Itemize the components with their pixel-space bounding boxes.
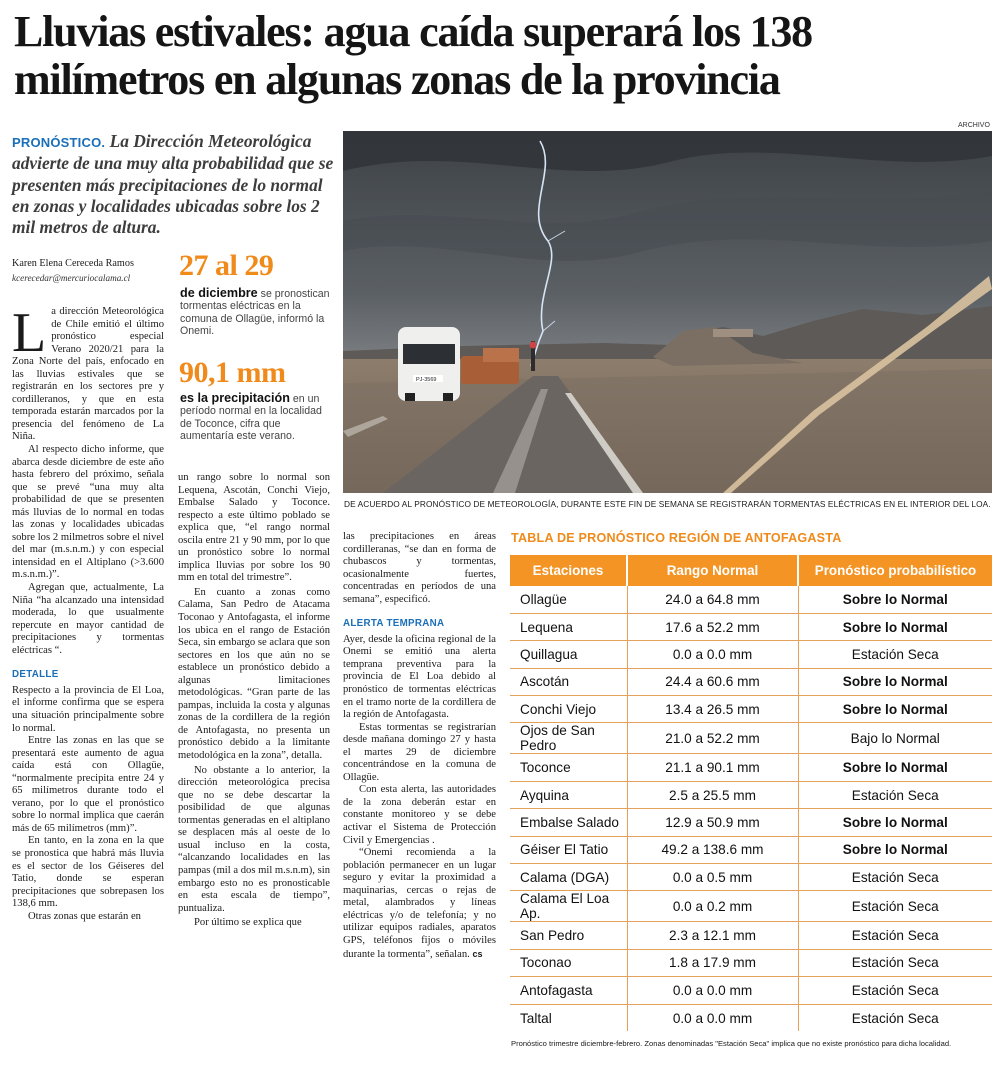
station-cell: Conchi Viejo <box>510 696 627 723</box>
range-cell: 1.8 a 17.9 mm <box>627 949 798 976</box>
station-cell: Quillagua <box>510 641 627 668</box>
fact-body: se pronostican tormentas eléctricas en la comuna de Ollagüe, informó la Onemi. <box>180 288 330 338</box>
forecast-cell: Estación Seca <box>798 1004 992 1031</box>
range-cell: 0.0 a 0.5 mm <box>627 864 798 891</box>
range-cell: 21.1 a 90.1 mm <box>627 754 798 781</box>
body-paragraph: En tanto, en la zona en la que se pronostica que habrá más lluvia es el sector de los Géiseres del Tatio, donde se esperan precipitaciones que sobrepasen los 138,6 mm. <box>12 835 164 910</box>
table-row <box>510 586 992 613</box>
body-paragraph <box>343 847 496 961</box>
body-paragraph: Entre las zonas en las que se presentará este aumento de agua caída está con Ollagüe, “normalmente precipita entre 24 y 65 milímetros durante todo el verano, por lo que el pronóstico sobre lo normal implica que caerán más de 65 milímetros (mm)”. <box>12 735 164 834</box>
headline-line-1: Lluvias estivales: agua caída superará los 138 <box>14 7 812 56</box>
forecast-cell: Estación Seca <box>798 977 992 1004</box>
range-cell: 0.0 a 0.0 mm <box>627 977 798 1004</box>
table-note: Pronóstico trimestre diciembre-febrero. Zonas denominadas "Estación Seca" implica que no existe pronóstico para dicha localidad. <box>511 1039 952 1048</box>
station-cell: Géiser El Tatio <box>510 836 627 863</box>
photo-caption: DE ACUERDO AL PRONÓSTICO DE METEOROLOGÍA, DURANTE ESTE FIN DE SEMANA SE REGISTRARÁN TORMENTAS ELÉCTRICAS EN EL INTERIOR DEL LOA. <box>344 499 991 509</box>
station-cell: Embalse Salado <box>510 809 627 836</box>
header-forecast: Pronóstico probabilístico <box>798 555 992 586</box>
table-row <box>510 949 992 976</box>
body-paragraph: No obstante a lo anterior, la dirección meteorológica precisa que no se debe descartar la posibilidad de que algunas tormentas generadas en el altiplano se desplacen más al oeste de lo usual incluso en la costa, “alcanzando localidades en las pampas (mil a dos mil m.s.n.m), sin embargo esto no es pronosticable en esta escala de tiempo”, puntualiza. <box>178 764 330 914</box>
forecast-cell: Bajo lo Normal <box>798 723 992 754</box>
table-header-row <box>510 555 992 586</box>
body-paragraph: Ayer, desde la oficina regional de la Onemi se emitió una alerta temprana preventiva para la provincia de El Loa debido al pronóstico de tormentas eléctricas en el tramo norte de la cordillera de la región de Antofagasta. <box>343 633 496 721</box>
fact-strong: es la precipitación <box>180 391 290 405</box>
station-cell: Toconce <box>510 754 627 781</box>
station-cell: Ayquina <box>510 781 627 808</box>
subhead-alerta: ALERTA TEMPRANA <box>343 618 445 630</box>
table-row <box>510 754 992 781</box>
forecast-cell: Estación Seca <box>798 641 992 668</box>
station-cell: Antofagasta <box>510 977 627 1004</box>
station-cell: Calama (DGA) <box>510 864 627 891</box>
forecast-cell: Estación Seca <box>798 949 992 976</box>
table-row <box>510 922 992 949</box>
headline <box>14 8 989 104</box>
fact-text-precip <box>180 392 330 443</box>
body-paragraph: Agregan que, actualmente, La Niña “ha alcanzado una intensidad moderada, lo que usualmente repercute en mayor cantidad de precipitaciones y tormentas eléctricas “. <box>12 582 164 656</box>
table-row <box>510 977 992 1004</box>
storm-road-photo <box>343 131 992 493</box>
range-cell: 21.0 a 52.2 mm <box>627 723 798 754</box>
forecast-cell: Sobre lo Normal <box>798 613 992 640</box>
lead-paragraph <box>12 131 340 238</box>
station-cell: Calama El Loa Ap. <box>510 891 627 922</box>
forecast-cell: Sobre lo Normal <box>798 586 992 613</box>
lead-text: La Dirección Meteorológica advierte de una muy alta probabilidad que se presenten más precipitaciones de lo normal en zonas y localidades ubicadas sobre los 2 mil metros de altura. <box>12 131 334 238</box>
fact-text-dates <box>180 287 330 338</box>
body-paragraph: las precipitaciones en áreas cordilleranas, “se dan en forma de chubascos y tormentas, ocasionalmente fuertes, concentradas en períodos de una semana”, especificó. <box>343 531 496 605</box>
forecast-cell: Sobre lo Normal <box>798 754 992 781</box>
station-cell: Ascotán <box>510 668 627 695</box>
range-cell: 2.5 a 25.5 mm <box>627 781 798 808</box>
body-paragraph: Estas tormentas se registrarían desde mañana domingo 27 y hasta el martes 29 de diciembre concentrándose en la comuna de Ollagüe. <box>343 721 496 783</box>
quote-text: “Onemi recomienda a la población permanecer en un lugar seguro y evitar la proximidad a maquinarias, cercas o rejas de metal, alambrados y líneas eléctricas y/o de telefonía; y no utilizar equipos radiales, aparatos GPS, teléfonos fijos o móviles durante la tormenta”, señalan. <box>343 847 496 960</box>
table-row <box>510 836 992 863</box>
table-row <box>510 723 992 754</box>
forecast-cell: Sobre lo Normal <box>798 668 992 695</box>
body-paragraph: Respecto a la provincia de El Loa, el informe confirma que se espera una situación principalmente sobre lo normal. <box>12 684 164 734</box>
range-cell: 0.0 a 0.2 mm <box>627 891 798 922</box>
range-cell: 24.0 a 64.8 mm <box>627 586 798 613</box>
news-photo <box>343 131 992 493</box>
fact-number-precip: 90,1 mm <box>179 356 286 389</box>
body-paragraph: Por último se explica que <box>194 917 302 929</box>
table-row <box>510 696 992 723</box>
table-row <box>510 781 992 808</box>
body-column-2 <box>178 472 330 930</box>
range-cell: 2.3 a 12.1 mm <box>627 922 798 949</box>
body-intro: a dirección Meteorológica de Chile emitió el último pronóstico especial Verano 2020/21 para la Zona Norte del país, enfocado en las lluvias estivales que se registrarán en los sectores pre y cordilleranos, y que en esta temporada estarán marcados por la presencia del fenómeno de La Niña. <box>12 306 164 443</box>
range-cell: 24.4 a 60.6 mm <box>627 668 798 695</box>
forecast-cell: Sobre lo Normal <box>798 696 992 723</box>
subhead-detalle: DETALLE <box>12 669 59 681</box>
photo-credit: ARCHIVO <box>958 122 990 129</box>
table-row <box>510 613 992 640</box>
station-cell: Toconao <box>510 949 627 976</box>
fact-strong: de diciembre <box>180 286 258 300</box>
header-range: Rango Normal <box>627 555 798 586</box>
table-row <box>510 809 992 836</box>
forecast-cell: Estación Seca <box>798 922 992 949</box>
station-cell: Taltal <box>520 1010 552 1026</box>
body-paragraph: un rango sobre lo normal son Lequena, Ascotán, Conchi Viejo, Embalse Salado y Toconce. respecto a este último poblado se explica que, “el rango normal oscila entre 21 y 90 mm, por lo que un pronóstico sobre lo normal implica lluvias por sobre los 90 mm en total del trimestre”. <box>178 472 330 584</box>
drop-cap: L <box>12 302 47 364</box>
body-paragraph: Otras zonas que estarán en <box>28 910 141 922</box>
author-email[interactable]: kcerecedar@mercuriocalama.cl <box>12 273 131 283</box>
range-cell: 12.9 a 50.9 mm <box>627 809 798 836</box>
end-mark: cs <box>472 948 483 959</box>
fact-number-dates: 27 al 29 <box>179 249 274 282</box>
table-row <box>510 891 992 922</box>
range-cell: 0.0 a 0.0 mm <box>627 1004 798 1031</box>
author-name: Karen Elena Cereceda Ramos <box>12 258 134 269</box>
lead-kicker: PRONÓSTICO. <box>12 135 106 150</box>
body-paragraph: En cuanto a zonas como Calama, San Pedro de Atacama Toconao y Antofagasta, el informe los ubica en el rango de Estación Seca, sin embargo se aclara que son sectores en los que aún no se establece un pronóstico debido a algunas limitaciones metodológicas. “Gran parte de las pampas, incluida la costa y algunas zonas de la cordillera de la región de Antofagasta, no presenta un pronóstico debido a la limitante metodológica en la zona”, detalla. <box>178 586 330 762</box>
forecast-cell: Sobre lo Normal <box>798 836 992 863</box>
body-paragraph: Al respecto dicho informe, que abarca desde diciembre de este año hasta febrero del próximo, señala que se prevé “una muy alta probabilidad de que se presenten más lluvias de lo normal en todas las zonas y localidades ubicadas sobre los 2 milmetros sobre el nivel del mar (m.s.n.m.) y con especial intensidad en el Altiplano (>3.600 m.s.n.m.)”. <box>12 444 164 581</box>
forecast-cell: Estación Seca <box>798 781 992 808</box>
range-cell: 13.4 a 26.5 mm <box>627 696 798 723</box>
forecast-cell: Estación Seca <box>798 891 992 922</box>
range-cell: 49.2 a 138.6 mm <box>627 836 798 863</box>
forecast-cell: Estación Seca <box>798 864 992 891</box>
body-paragraph: Con esta alerta, las autoridades de la zona deberán estar en constante monitoreo y se debe activar el Sistema de Protección Civil y Emergencias . <box>343 784 496 846</box>
table-row <box>510 668 992 695</box>
table-row <box>510 641 992 668</box>
table-row <box>510 1004 992 1031</box>
table-row <box>510 864 992 891</box>
range-cell: 0.0 a 0.0 mm <box>627 641 798 668</box>
table-title: TABLA DE PRONÓSTICO REGIÓN DE ANTOFAGASTA <box>511 531 842 545</box>
station-cell: Lequena <box>510 613 627 640</box>
station-cell: Ollagüe <box>510 586 627 613</box>
body-column-1 <box>12 302 164 923</box>
fact-body: en un período normal en la localidad de Toconce, cifra que aumentaría este verano. <box>180 393 322 443</box>
forecast-cell: Sobre lo Normal <box>798 809 992 836</box>
station-cell: San Pedro <box>510 922 627 949</box>
body-column-3 <box>343 531 496 961</box>
forecast-table <box>510 555 992 1031</box>
headline-line-2: milímetros en algunas zonas de la provincia <box>14 55 780 104</box>
range-cell: 17.6 a 52.2 mm <box>627 613 798 640</box>
header-stations: Estaciones <box>510 555 627 586</box>
van-plate: PJ-3569 <box>416 377 437 383</box>
station-cell: Ojos de San Pedro <box>510 723 627 754</box>
